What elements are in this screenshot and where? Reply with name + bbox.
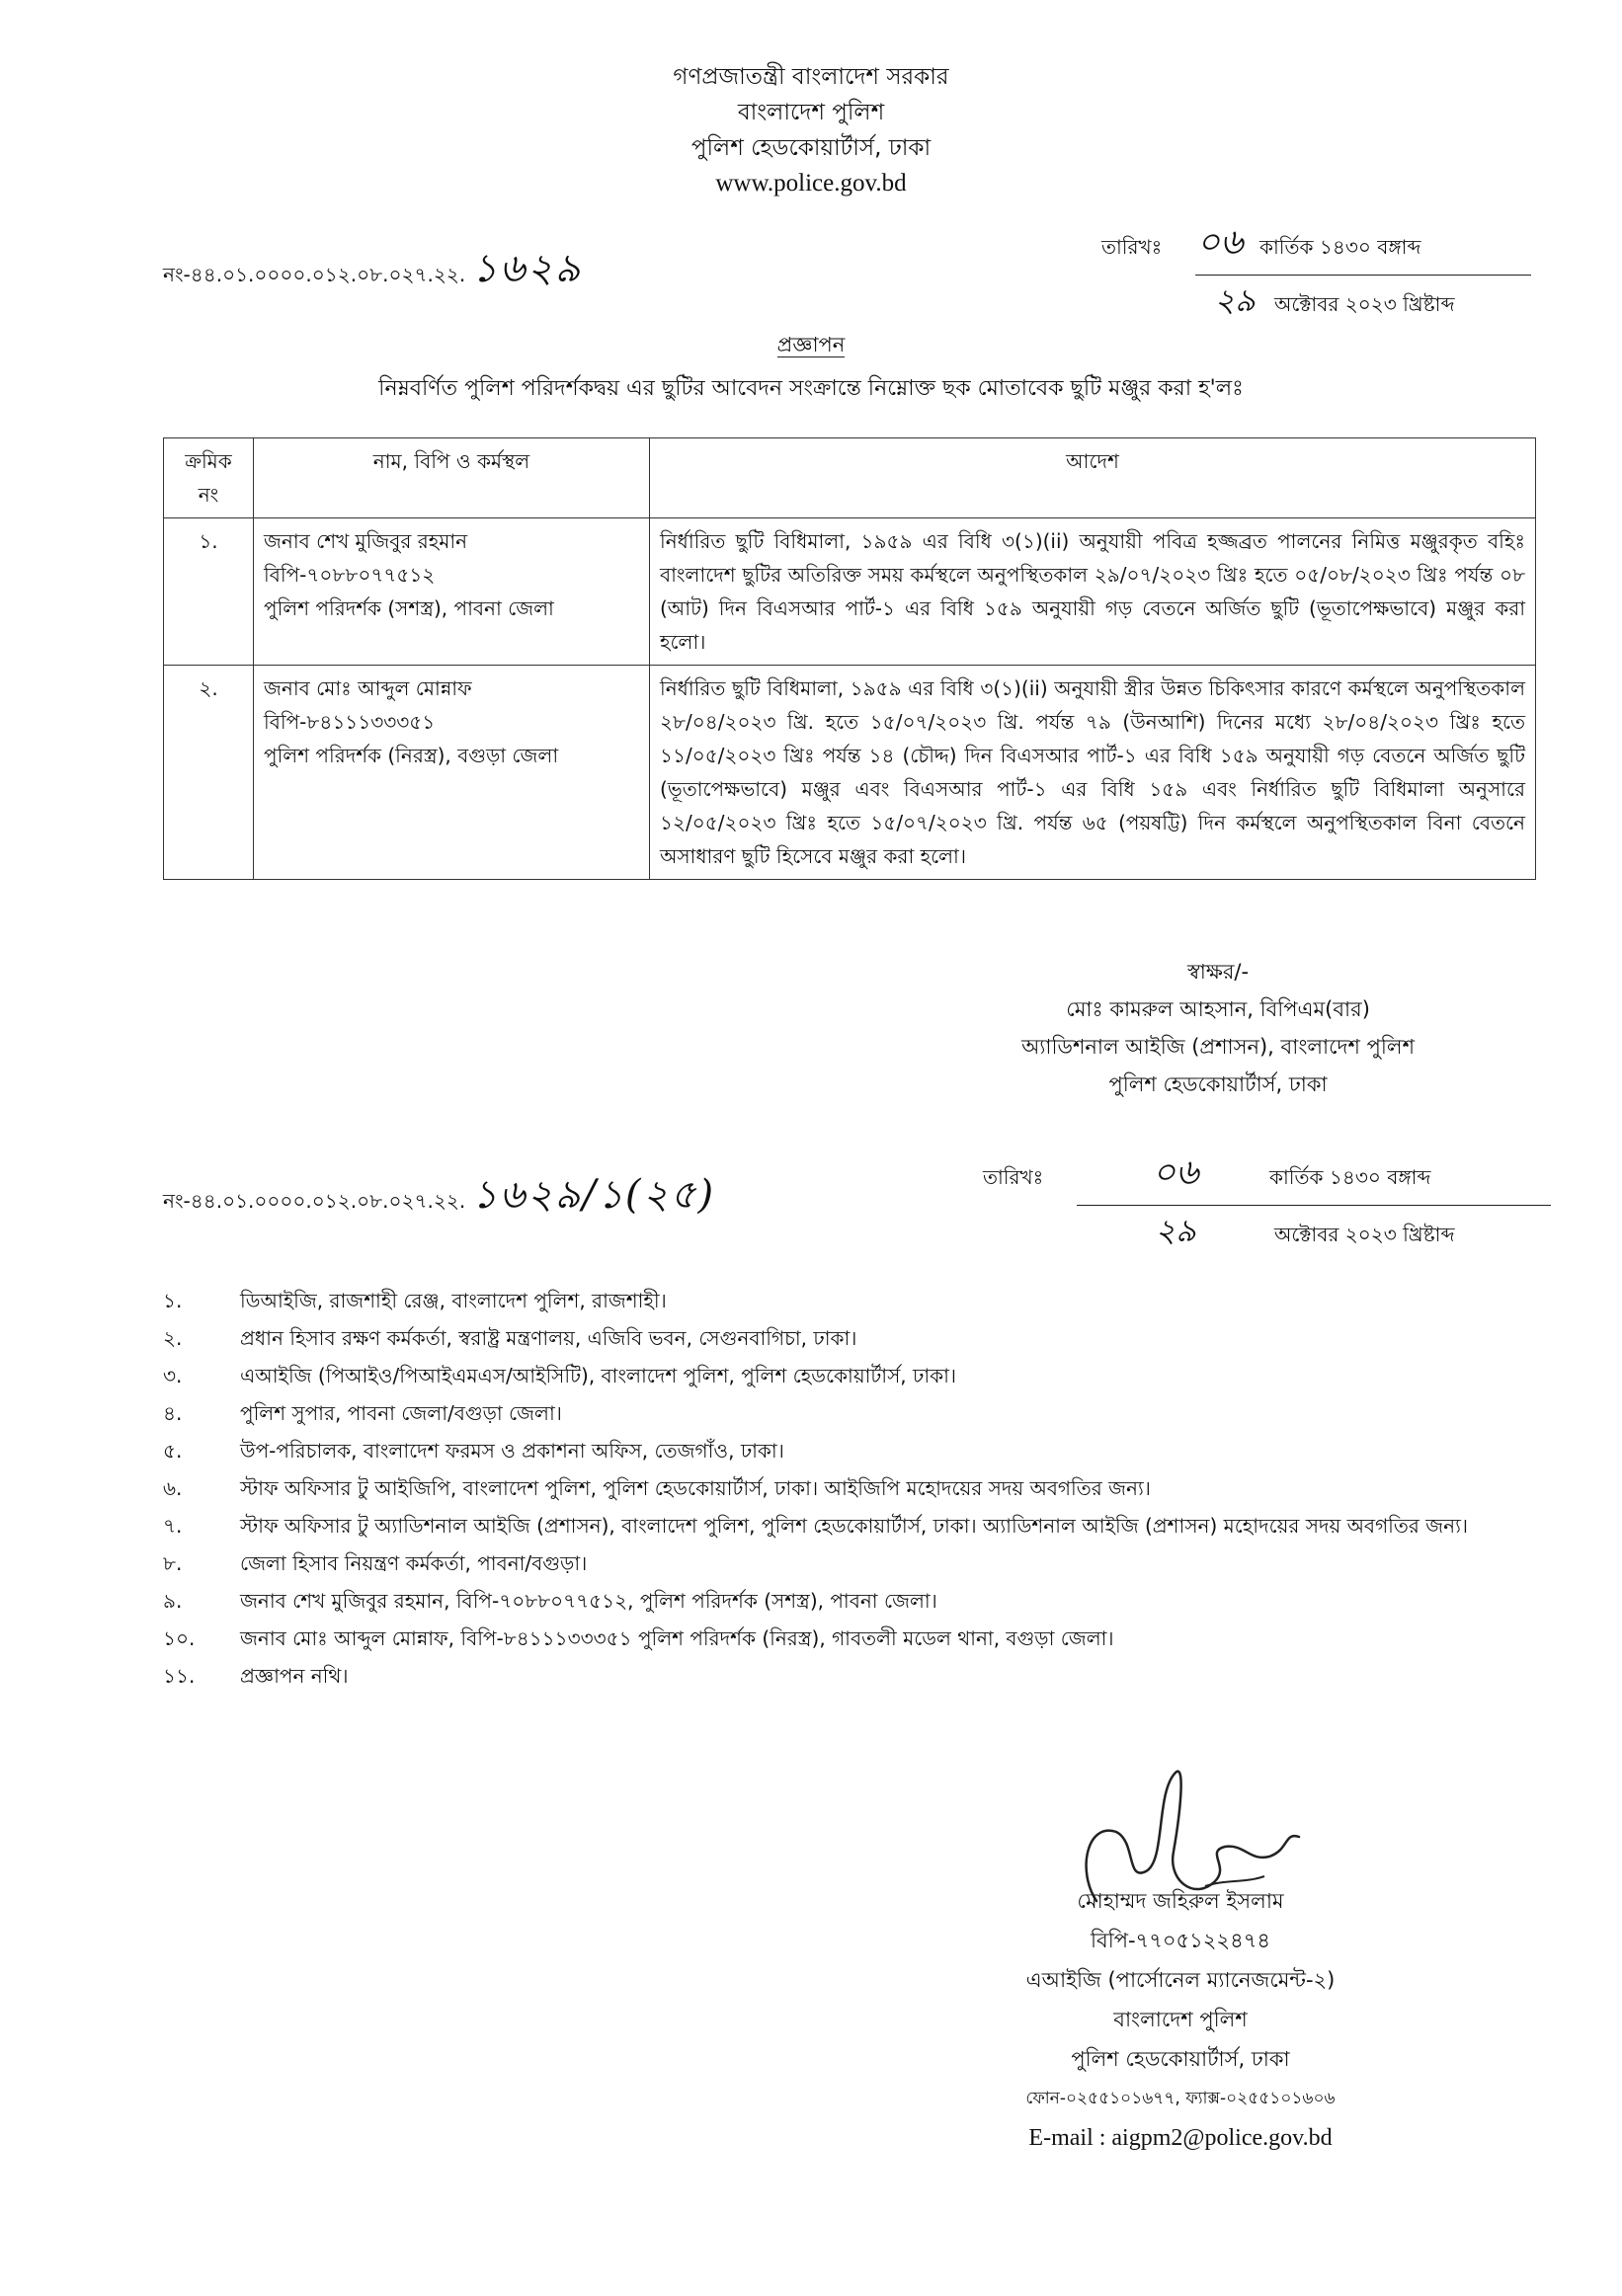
date-label: তারিখঃ [983, 1165, 1044, 1189]
date-day-bangla: ০৬ [1196, 222, 1244, 263]
row-serial: ১. [164, 518, 254, 666]
date-month-english: অক্টোবর ২০২৩ খ্রিষ্টাব্দ [1274, 1223, 1455, 1246]
signer-email[interactable]: E-mail : aigpm2@police.gov.bd [1028, 2125, 1333, 2151]
signer-office: পুলিশ হেডকোয়ার্টার্স, ঢাকা [1071, 2047, 1290, 2071]
row-serial: ২. [164, 666, 254, 880]
signer-office: পুলিশ হেডকোয়ার্টার্স, ঢাকা [1108, 1072, 1328, 1096]
person-name: জনাব শেখ মুজিবুর রহমান [264, 529, 468, 553]
signer-name: মোঃ কামরুল আহসান, বিপিএম(বার) [1066, 997, 1370, 1021]
list-item: ১০. জনাব মোঃ আব্দুল মোন্নাফ, বিপি-৮৪১১১৩৩৩৫১ পুলিশ পরিদর্শক (নিরস্ত্র), গাবতলী মডেল থানা, বগুড়া জেলা। [163, 1626, 1114, 1650]
org-name: বাংলাদেশ পুলিশ [737, 100, 885, 125]
list-item: ৪. পুলিশ সুপার, পাবনা জেলা/বগুড়া জেলা। [163, 1401, 562, 1425]
list-item: ৭. স্টাফ অফিসার টু অ্যাডিশনাল আইজি (প্রশাসন), বাংলাদেশ পুলিশ, পুলিশ হেডকোয়ার্টার্স, ঢাকা। অ্যাডিশনাল আইজি (প্রশাসন) মহোদয়ের সদয় অবগতির জন্য। [163, 1514, 1469, 1538]
table-header-row [164, 438, 1536, 518]
memo-number-text: নং-৪৪.০১.০০০০.০১২.০৮.০২৭.২২. [163, 1189, 466, 1213]
col-header-name: নাম, বিপি ও কর্মস্থল [254, 438, 650, 518]
date-month-english: অক্টোবর ২০২৩ খ্রিষ্টাব্দ [1274, 292, 1455, 316]
memo-number-2 [163, 1163, 715, 1229]
memo-date [1101, 215, 1531, 329]
date-day-english: ২৯ [1155, 1212, 1196, 1249]
date-day-bangla: ০৬ [1152, 1152, 1199, 1193]
distribution-list [163, 1282, 1487, 1695]
date-day-english: ২৯ [1214, 281, 1256, 319]
intro-text: নিম্নবর্ণিত পুলিশ পরিদর্শকদ্বয় এর ছুটির আবেদন সংক্রান্তে নিম্নোক্ত ছক মোতাবেক ছুটি মঞ্জুর করা হ'লঃ [378, 376, 1244, 401]
person-bp: বিপি-৭০৮৮০৭৭৫১২ [264, 563, 436, 587]
memo-handwritten-number: ১৬২৯/১(২৫) [471, 1172, 716, 1218]
date-month-bangla: কার্তিক ১৪৩০ বঙ্গাব্দ [1259, 235, 1421, 259]
table-row [164, 518, 1536, 666]
person-post: পুলিশ পরিদর্শক (নিরস্ত্র), বগুড়া জেলা [264, 744, 559, 767]
list-item: ৬. স্টাফ অফিসার টু আইজিপি, বাংলাদেশ পুলিশ, পুলিশ হেডকোয়ার্টার্স, ঢাকা। আইজিপি মহোদয়ের সদয় অবগতির জন্য। [163, 1476, 1151, 1500]
col-header-serial: ক্রমিক নং [164, 438, 254, 518]
signed-mark: স্বাক্ষর/- [1187, 960, 1250, 984]
signature-block-2 [948, 1763, 1413, 2158]
person-post: পুলিশ পরিদর্শক (সশস্ত্র), পাবনা জেলা [264, 596, 554, 620]
list-item: ৩. এআইজি (পিআইও/পিআইএমএস/আইসিটি), বাংলাদেশ পুলিশ, পুলিশ হেডকোয়ার্টার্স, ঢাকা। [163, 1364, 957, 1387]
website-url[interactable]: www.police.gov.bd [715, 170, 907, 197]
memo-handwritten-number: ১৬২৯ [471, 246, 583, 291]
list-item: ২. প্রধান হিসাব রক্ষণ কর্মকর্তা, স্বরাষ্ট্র মন্ত্রণালয়, এজিবি ভবন, সেগুনবাগিচা, ঢাকা। [163, 1326, 857, 1350]
row-person [254, 666, 650, 880]
row-order: নির্ধারিত ছুটি বিধিমালা, ১৯৫৯ এর বিধি ৩(১)(ii) অনুযায়ী স্ত্রীর উন্নত চিকিৎসার কারণে কর্মস্থলে অনুপস্থিতকাল ২৮/০৪/২০২৩ খ্রি. হতে ১৫/০৭/২০২৩ খ্রি. পর্যন্ত ৭৯ (উনআশি) দিনের মধ্যে ২৮/০৪/২০২৩ খ্রিঃ হতে ১১/০৫/২০২৩ খ্রিঃ পর্যন্ত ১৪ (চৌদ্দ) দিন বিএসআর পার্ট-১ এর বিধি ১৫৯ অনুযায়ী গড় বেতনে অর্জিত ছুটি (ভূতাপেক্ষভাবে) মঞ্জুর এবং বিএসআর পার্ট-১ এর বিধি ১৫৯ এবং নির্ধারিত ছুটি বিধিমালা অনুসারে ১২/০৫/২০২৩ খ্রিঃ হতে ১৫/০৭/২০২৩ খ্রি. পর্যন্ত ৬৫ (পয়ষট্টি) দিন কর্মস্থলে অনুপস্থিতকাল বিনা বেতনে অসাধারণ ছুটি হিসেবে মঞ্জুর করা হলো। [650, 666, 1536, 880]
signer-name: মোহাম্মদ জহিরুল ইসলাম [1077, 1889, 1284, 1913]
list-item: ১১. প্রজ্ঞাপন নথি। [163, 1664, 349, 1688]
signer-designation: এআইজি (পার্সোনেল ম্যানেজমেন্ট-২) [1025, 1968, 1336, 1992]
signer-org: বাংলাদেশ পুলিশ [1113, 2008, 1248, 2031]
list-item: ৮. জেলা হিসাব নিয়ন্ত্রণ কর্মকর্তা, পাবনা/বগুড়া। [163, 1551, 588, 1575]
page-title: প্রজ্ঞাপন [776, 333, 846, 356]
letterhead [0, 59, 1622, 201]
person-bp: বিপি-৮৪১১১৩৩৩৫১ [264, 710, 436, 734]
person-name: জনাব মোঃ আব্দুল মোন্নাফ [264, 676, 472, 700]
signer-designation: অ্যাডিশনাল আইজি (প্রশাসন), বাংলাদেশ পুলিশ [1021, 1035, 1415, 1059]
memo-number-text: নং-৪৪.০১.০০০০.০১২.০৮.০২৭.২২. [163, 263, 466, 286]
signature-block-1 [1021, 953, 1415, 1103]
memo-date-2 [983, 1146, 1551, 1259]
row-person [254, 518, 650, 666]
govt-name: গণপ্রজাতন্ত্রী বাংলাদেশ সরকার [673, 64, 949, 90]
list-item: ৫. উপ-পরিচালক, বাংলাদেশ ফরমস ও প্রকাশনা অফিস, তেজগাঁও, ঢাকা। [163, 1439, 784, 1463]
date-label: তারিখঃ [1101, 235, 1163, 259]
order-table [163, 437, 1536, 880]
col-header-order: আদেশ [650, 438, 1536, 518]
memo-number [163, 237, 583, 303]
table-row [164, 666, 1536, 880]
list-item: ৯. জনাব শেখ মুজিবুর রহমান, বিপি-৭০৮৮০৭৭৫১২, পুলিশ পরিদর্শক (সশস্ত্র), পাবনা জেলা। [163, 1589, 937, 1613]
list-item: ১. ডিআইজি, রাজশাহী রেঞ্জ, বাংলাদেশ পুলিশ, রাজশাহী। [163, 1289, 667, 1312]
row-order: নির্ধারিত ছুটি বিধিমালা, ১৯৫৯ এর বিধি ৩(১)(ii) অনুযায়ী পবিত্র হজ্জব্রত পালনের নিমিত্ত মঞ্জুরকৃত বহিঃ বাংলাদেশ ছুটির অতিরিক্ত সময় কর্মস্থলে অনুপস্থিতকাল ২৯/০৭/২০২৩ খ্রিঃ হতে ০৫/০৮/২০২৩ খ্রিঃ পর্যন্ত ০৮ (আট) দিন বিএসআর পার্ট-১ এর বিধি ১৫৯ অনুযায়ী গড় বেতনে অর্জিত ছুটি (ভূতাপেক্ষভাবে) মঞ্জুর করা হলো। [650, 518, 1536, 666]
signer-bp: বিপি-৭৭০৫১২২৪৭৪ [1091, 1929, 1270, 1952]
office-name: পুলিশ হেডকোয়ার্টার্স, ঢাকা [690, 135, 932, 161]
signer-phone: ফোন-০২৫৫১০১৬৭৭, ফ্যাক্স-০২৫৫১০১৬০৬ [1025, 2089, 1336, 2108]
date-month-bangla: কার্তিক ১৪৩০ বঙ্গাব্দ [1269, 1165, 1431, 1189]
